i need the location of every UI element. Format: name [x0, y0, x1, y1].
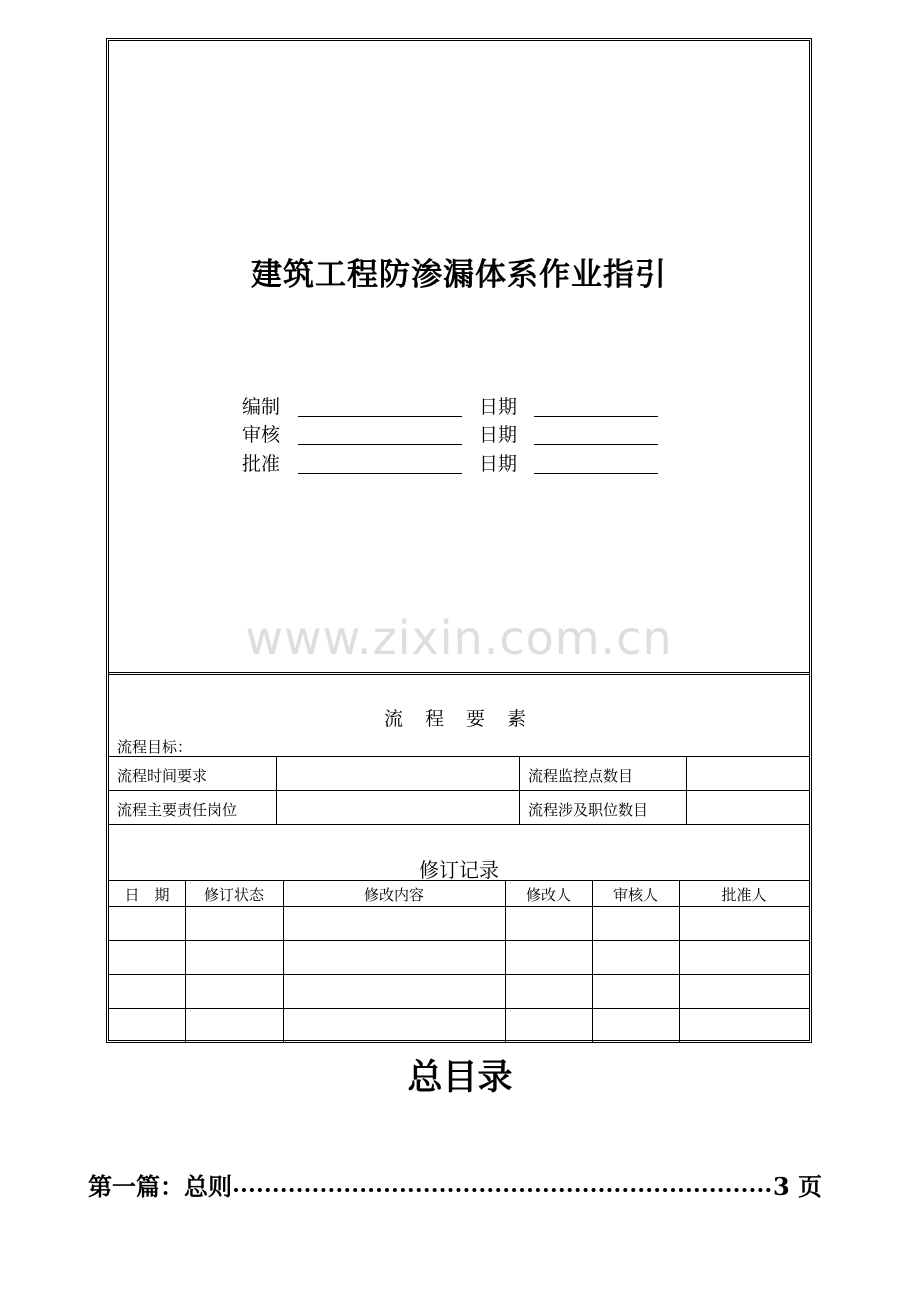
toc-title: 总目录 [407, 1058, 513, 1098]
date-label: 日期 [479, 453, 518, 475]
revision-col-content: 修改内容 [363, 886, 424, 904]
signature-label: 批准 [242, 453, 281, 475]
signature-row-approve [242, 449, 672, 475]
table-rule [109, 974, 809, 975]
table-rule [109, 880, 809, 881]
signature-line [298, 473, 462, 474]
table-rule [519, 756, 520, 824]
flow-goal-label: 流程目标： [117, 738, 193, 756]
flow-responsibility-label: 流程主要责任岗位 [117, 801, 238, 819]
cover-section [109, 41, 809, 674]
revision-col-modifier: 修改人 [525, 886, 571, 904]
watermark: www.zixin.com.cn [245, 611, 673, 665]
signature-label: 审核 [242, 424, 281, 446]
revision-col-date: 日 期 [124, 886, 170, 904]
table-rule [109, 906, 809, 907]
toc-entry-label: 第一篇：总则 [88, 1172, 232, 1201]
date-line [534, 444, 658, 445]
table-rule [109, 756, 809, 757]
toc-entry[interactable] [88, 1167, 822, 1201]
date-label: 日期 [479, 424, 518, 446]
revision-record-heading: 修订记录 [419, 858, 499, 882]
flow-elements-heading: 流 程 要 素 [383, 708, 535, 730]
flow-time-label: 流程时间要求 [117, 767, 208, 785]
flow-checkpoint-label: 流程监控点数目 [528, 767, 634, 785]
date-label: 日期 [479, 396, 518, 418]
table-rule [276, 756, 277, 824]
flow-position-count-label: 流程涉及职位数目 [528, 801, 649, 819]
signature-line [298, 444, 462, 445]
toc-entry-page: 3 页 [772, 1171, 822, 1201]
section-divider [109, 672, 809, 675]
table-rule [109, 940, 809, 941]
toc-leader-dots [234, 1188, 771, 1192]
table-rule [109, 790, 809, 791]
revision-col-approver: 批准人 [721, 886, 767, 904]
date-line [534, 473, 658, 474]
signature-label: 编制 [242, 396, 281, 418]
date-line [534, 416, 658, 417]
signature-row-compile [242, 392, 672, 418]
document-frame [106, 38, 812, 1043]
table-rule [686, 756, 687, 824]
table-rule [109, 1008, 809, 1009]
document-title: 建筑工程防渗漏体系作业指引 [251, 257, 667, 293]
signature-line [298, 416, 462, 417]
revision-col-reviewer: 审核人 [612, 886, 658, 904]
table-rule [109, 824, 809, 825]
revision-col-status: 修订状态 [203, 886, 264, 904]
signature-row-review [242, 420, 672, 446]
